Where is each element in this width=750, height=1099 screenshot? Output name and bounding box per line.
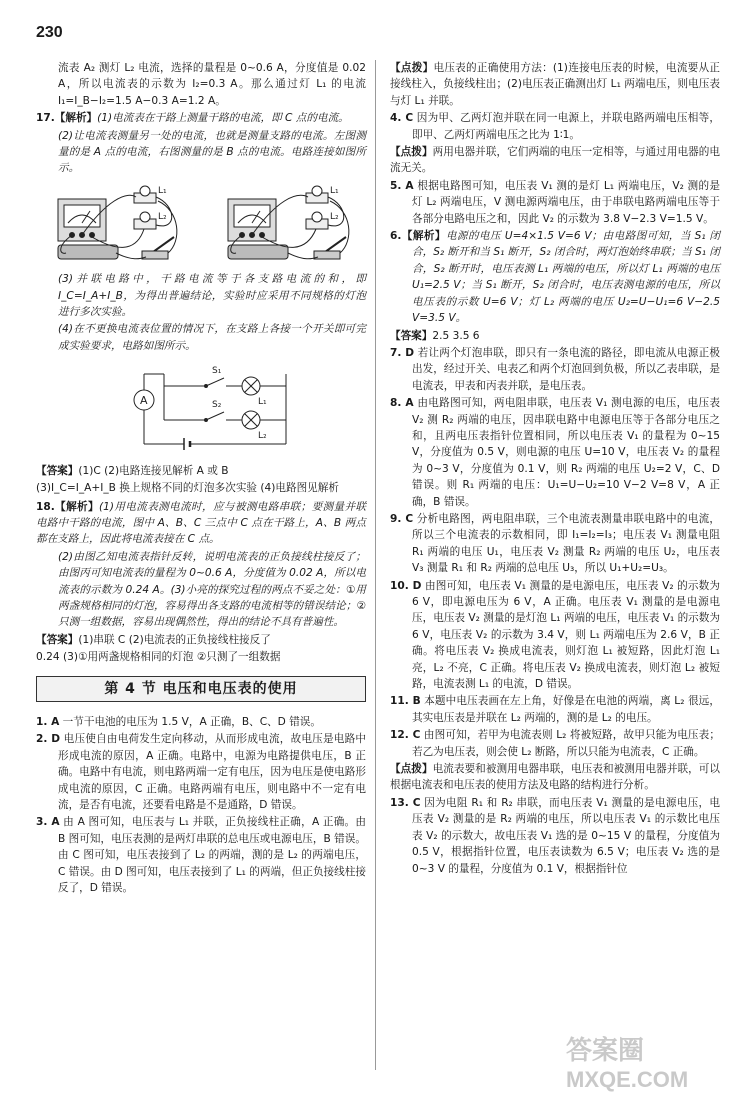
switch-s2-label: S₂ [212,400,222,411]
answer-number: 8. A [390,397,414,410]
answer-text: 因为电阻 R₁ 和 R₂ 串联，而电压表 V₁ 测量的是电源电压，电压表 V₂ 测量的是 R₂ 两端的电压，所以电压表 V₁ 的示数比电压表 V₂ 的示数大，故电压表 V₁ 选的是 0~15 V 的量程，分度值为 0.5 V，根据指针位置，电压表读数为 6.5 V；电压表 V₂ 选的是 0~3 V 的量程，分度值为 0.1 V，根据指针位 [412,796,721,875]
answer-text: 0.24 (3)①用两盏规格相同的灯泡 ②只测了一组数据 [36,651,281,664]
answer-number: 5. A [390,179,414,192]
answer-number: 9. C [390,512,414,525]
tip-text: 两用电器并联，它们两端的电压一定相等，与通过用电器的电流无关。 [390,146,721,175]
answer-number: 11. B [390,695,421,708]
lamp-l1-label: L₁ [258,397,267,408]
question-number: 6. [390,230,402,243]
lamp-l2-label: L₂ [258,431,267,442]
answer-18 [36,499,366,666]
ammeter-label: A [140,394,148,408]
circuit-connection-figure [36,181,366,263]
answer-number: 1. A [36,715,60,728]
answer-text: 由图可知，电压表 V₁ 测量的是电源电压，电压表 V₂ 的示数为 6 V，即电源电压为 6 V，A 正确。电压表 V₁ 测量的是电源电压，电压表 V₂ 测量的是灯泡 L₁ 两端的电压，电压表 V₁ 的示数为 6 V，电压表 V₂ 的示数为 3.4 V，则 L₁ 两端电压为 2.6 V，B 正确。将电压表 V₂ 换成电流表，则灯泡 L₁ 被短路，因此灯泡 L₁ 亮，L₂ 不亮，C 正确。将电压表 V₂ 换成电流表，则灯泡 L₂ 被短路，电流表测 L₁ 的电流，D 错误。 [412,579,720,691]
analysis-tag: 【解析】 [401,230,446,243]
question-number: 17. [36,112,55,125]
answer-text: 由 A 图可知，电压表与 L₁ 并联，正负接线柱正确，A 正确。由 B 图可知，电压表测的是两灯串联的总电压或电源电压，B 错误。由 C 图可知，电压表接到了 L₂ 的两端，测的是 L₂ 的两端电压，C 错误。由 D 图可知，电压表接到了 L₁ 的两端，但正负接线柱接反了，D 错误。 [58,816,366,895]
lamp-l1-label: L₁ [158,185,167,196]
watermark-text: 答案圈 [566,1035,645,1065]
answer-number: 10. D [390,579,422,592]
answer-text: (1)C (2)电路连接见解析 A 或 B [78,464,229,477]
lamp-l1-label: L₁ [330,185,339,196]
tip-text: 电压表的正确使用方法：(1)连接电压表的时候，电流要从正接线柱入，负接线柱出；(2)电压表正确测出灯 L₁ 两端电压，则电压表与灯 L₁ 并联。 [390,62,720,107]
answer-number: 7. D [390,346,415,359]
answer-tag: 【答案】 [390,329,433,342]
tip-tag: 【点拨】 [390,146,433,159]
question-number: 18. [36,500,55,513]
answer-text: 一节干电池的电压为 1.5 V，A 正确，B、C、D 错误。 [62,715,321,728]
analysis-tag: 【解析】 [54,500,99,513]
answer-tag: 【答案】 [36,464,79,477]
analysis-text: (2)让电流表测量另一处的电流，也就是测量支路的电流。左图测量的是 A 点的电流，右图测量的是 B 点的电流。电路连接如图所示。 [58,129,366,175]
analysis-text: (1)用电流表测电流时，应与被测电路串联；要测量并联电路中干路的电流，图中 A、B、C 三点中 C 点在干路上，A、B 两点都在支路上，因此将电流表接在 C 点。 [36,500,367,546]
section-title: 第 4 节 电压和电压表的使用 [36,676,366,702]
left-column [36,60,366,897]
watermark-url: MXQE.COM [566,1067,689,1092]
answer-text: 由电路图可知，两电阻串联，电压表 V₁ 测电源的电压，电压表 V₂ 测 R₂ 两端的电压，因串联电路中电源电压等于各部分电压之和，且两电压表指针位置相同，所以电压表 V₁ 的量程为 0~15 V，分度值为 0.5 V，则电源的电压 U=10 V，电压表 V₂ 的量程为 0~3 V，分度值为 0.1 V，则 R₂ 两端的电压 U₂=2 V，C、D 错误。则 R₁ 两端的电压：U₁=U−U₂=10 V−2 V=8 V，A 正确，B 错误。 [412,397,720,508]
answer-number: 12. C [390,729,421,742]
answer-text: 因为甲、乙两灯泡并联在同一电源上，并联电路两端电压相等，即甲、乙两灯两端电压之比为 1∶1。 [412,112,721,141]
answer-number: 2. D [36,733,61,746]
lamp-l2-label: L₂ [158,211,167,222]
answer-text: 本题中电压表画在左上角，好像是在电池的两端，离 L₂ 很远，其实电压表是并联在 L₂ 两端的，测的是 L₂ 的电压。 [412,695,720,724]
answer-16-continued: 流表 A₂ 测灯 L₂ 电流，选择的量程是 0~0.6 A，分度值是 0.02 A，所以电流表的示数为 I₂=0.3 A。那么通过灯 L₁ 的电流 I₁=I_B−I₂=1.5 A−0.3 A=1.2 A。 [58,62,366,107]
answer-text: 由图可知，若甲为电流表则 L₂ 将被短路，故甲只能为电压表；若乙为电压表，则会使 L₂ 断路，所以只能为电流表，C 正确。 [412,729,720,758]
page-number: 230 [36,24,63,41]
left-apparatus [58,186,177,259]
analysis-text: (1)电流表在干路上测量干路的电流，即 C 点的电流。 [97,112,349,125]
circuit-diagram-with-switches [36,358,366,454]
analysis-text: (3)并联电路中，干路电流等于各支路电流的和，即 I_C=I_A+I_B，为得出普遍结论，实验时应采用不同规格的灯泡进行多次实验。 [58,273,366,319]
answer-text: 根据电路图可知，电压表 V₁ 测的是灯 L₁ 两端电压，V₂ 测的是灯 L₂ 两端电压，V 测电源两端电压，由于串联电路两端电压等于各部分电路电压之和，因此 V₂ 的示数为 3.8 V−2.3 V=1.5 V。 [412,179,720,225]
right-column [390,60,720,878]
column-divider [375,60,376,1070]
answer-text: 2.5 3.5 6 [432,329,480,342]
watermark-logo [556,1029,736,1093]
lamp-l2-label: L₂ [330,211,339,222]
answer-tag: 【答案】 [36,633,79,646]
answer-text: (3)I_C=I_A+I_B 换上规格不同的灯泡多次实验 (4)电路图见解析 [36,482,339,495]
analysis-text: (2)由图乙知电流表指针反转，说明电流表的正负接线柱接反了；由图丙可知电流表的量程为 0~0.6 A，分度值为 0.02 A，所以电流表的示数为 0.24 A。(3)小亮的探究过程的两点不妥之处：①用两盏规格相同的灯泡，容易得出各支路的电流相等的错误结论；②只测一组数据，容易出现偶然性，得出的结论不具有普遍性。 [58,550,366,629]
answer-text: 电压使自由电荷发生定向移动，从而形成电流，故电压是电路中形成电流的原因，A 正确。电路中，电源为电路提供电压，B 正确。电路中有电流，则电路两端一定有电压，因为电压是使电路形成电流的原因，C 正确。电路两端有电压，则电路中不一定有电流，是否有电流，还要看电路是不是通路，D 错误。 [58,733,366,811]
switch-s1-label: S₁ [212,366,222,377]
tip-tag: 【点拨】 [390,62,434,74]
answer-text: (1)串联 C (2)电流表的正负接线柱接反了 [78,633,271,646]
analysis-text: 电源的电压 U=4×1.5 V=6 V；由电路图可知，当 S₁ 闭合，S₂ 断开和当 S₁ 断开，S₂ 闭合时，两灯泡始终串联；当 S₁ 闭合，S₂ 断开时，电压表测 L₁ 两端的电压，所以灯 L₁ 两端的电压 U₁=2.5 V；当 S₁ 断开，S₂ 闭合时，电压表测电源的电压，所以电压表的示数 U=6 V；灯 L₂ 两端的电压 U₂=U−U₁=6 V−2.5 V=3.5 V。 [412,230,721,325]
answer-text: 分析电路图，两电阻串联，三个电流表测量串联电路中的电流，所以三个电流表的示数相同，即 I₁=I₂=I₃；电压表 V₁ 测量电阻 R₁ 两端的电压 U₁，电压表 V₂ 测量 R₂ 两端的电压 U₂，电压表 V₃ 测量 R₁ 和 R₂ 两端的总电压 U₃，所以 U₁+U₂=U₃。 [412,512,721,575]
answer-17 [36,110,366,496]
right-apparatus [228,186,349,259]
answer-text: 若让两个灯泡串联，即只有一条电流的路径，即电流从电源正极出发，经过开关、电表乙和两个灯泡回到负极，所以乙表串联，是电流表，甲表和丙表并联，是电压表。 [412,346,720,392]
tip-tag: 【点拨】 [390,763,433,776]
analysis-tag: 【解析】 [54,112,98,125]
answer-number: 4. C [390,112,414,125]
tip-text: 电流表要和被测用电器串联，电压表和被测用电器并联，可以根据电流表和电压表的使用方法及电路的结构进行分析。 [390,763,721,792]
analysis-text: (4)在不更换电流表位置的情况下，在支路上各接一个开关即可完成实验要求，电路如图所示。 [58,323,366,352]
answer-number: 3. A [36,816,60,829]
answer-number: 13. C [390,796,421,809]
